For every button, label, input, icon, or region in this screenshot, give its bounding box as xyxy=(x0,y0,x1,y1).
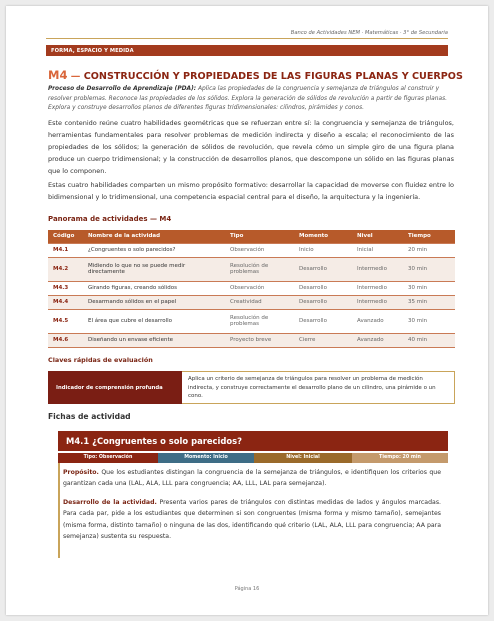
pda-text: Aplica las propiedades de la congruencia y semejanza de triángulos al construir y resolver problemas. Reconoce las propiedades de los sólidos. Explora la generación de sólidos de revolución a partir de figuras planas. Explora y construye desarrollos planos de diferentes figuras tridimensionales: cilindros, pirámides y conos. xyxy=(48,86,448,112)
activity-card-title: M4.1 ¿Congruentes o solo parecidos? xyxy=(58,431,448,451)
table-row xyxy=(48,309,455,333)
document-page xyxy=(6,6,488,615)
cell-time: 30 min xyxy=(403,257,455,281)
col-header: Momento xyxy=(294,230,352,243)
section-band: FORMA, ESPACIO Y MEDIDA xyxy=(46,45,448,56)
cell-time: 30 min xyxy=(403,281,455,295)
col-header: Nombre de la actividad xyxy=(83,230,225,243)
fichas-heading: Fichas de actividad xyxy=(48,412,131,421)
cell-moment: Cierre xyxy=(294,333,352,347)
cell-code: M4.6 xyxy=(48,333,83,347)
cell-name: Girando figuras, creando sólidos xyxy=(83,281,225,295)
title-code: M4 xyxy=(48,68,68,82)
claves-heading: Claves rápidas de evaluación xyxy=(48,356,153,364)
cell-type: Proyecto breve xyxy=(225,333,294,347)
pda-label: Proceso de Desarrollo de Aprendizaje (PDA): xyxy=(48,86,197,92)
cell-time: 35 min xyxy=(403,295,455,309)
desarrollo-label: Desarrollo de la actividad. xyxy=(63,499,157,506)
cell-moment: Inicio xyxy=(294,243,352,257)
cell-code: M4.4 xyxy=(48,295,83,309)
table-row xyxy=(48,281,455,295)
proposito-label: Propósito. xyxy=(63,469,99,476)
title-text: CONSTRUCCIÓN Y PROPIEDADES DE LAS FIGURAS PLANAS Y CUERPOS xyxy=(83,71,463,82)
meta-tipo: Tipo: Observación xyxy=(58,453,158,463)
cell-name: ¿Congruentes o solo parecidos? xyxy=(83,243,225,257)
cell-time: 30 min xyxy=(403,309,455,333)
cell-name: El área que cubre el desarrollo xyxy=(83,309,225,333)
intro-paragraph-1: Este contenido reúne cuatro habilidades geométricas que se refuerzan entre sí: la congruencia y semejanza de triángulos, herramientas fundamentales para resolver problemas de medición indirecta y diseño a escala; el reconocimiento de las propiedades de los sólidos; la generación de sólidos de revolución, que revela cómo un simple giro de una figura plana produce un cuerpo tridimensional; y la construcción de desarrollos planos, que descompone un sólido en las figuras planas que lo componen. xyxy=(48,119,454,175)
meta-tiempo: Tiempo: 20 min xyxy=(352,453,448,463)
page-number: Página 16 xyxy=(234,586,260,592)
claves-label: Indicador de comprensión profunda xyxy=(48,371,182,404)
cell-level: Avanzado xyxy=(352,309,403,333)
cell-level: Intermedio xyxy=(352,281,403,295)
pda-paragraph xyxy=(48,85,456,114)
col-header: Código xyxy=(48,230,83,243)
table-row xyxy=(48,257,455,281)
cell-type: Resolución de problemas xyxy=(225,309,294,333)
proposito-paragraph xyxy=(63,467,441,490)
col-header: Tipo xyxy=(225,230,294,243)
cell-type: Resolución de problemas xyxy=(225,257,294,281)
cell-code: M4.3 xyxy=(48,281,83,295)
cell-code: M4.1 xyxy=(48,243,83,257)
cell-moment: Desarrollo xyxy=(294,295,352,309)
col-header: Tiempo xyxy=(403,230,455,243)
title-dash: — xyxy=(70,71,81,82)
cell-name: Diseñando un envase eficiente xyxy=(83,333,225,347)
cell-moment: Desarrollo xyxy=(294,281,352,295)
panorama-heading: Panorama de actividades — M4 xyxy=(48,215,172,223)
proposito-text: Que los estudiantes distingan la congruencia de la semejanza de triángulos, e identifiquen los criterios que garantizan cada una (LAL, ALA, LLL para congruencia; AA, LLL, LAL para semejanza). xyxy=(63,469,441,488)
cell-type: Creatividad xyxy=(225,295,294,309)
cell-level: Intermedio xyxy=(352,257,403,281)
meta-nivel: Nivel: Inicial xyxy=(254,453,352,463)
cell-type: Observación xyxy=(225,243,294,257)
cell-level: Intermedio xyxy=(352,295,403,309)
running-header: Banco de Actividades NEM · Matemáticas · 3° de Secundaria xyxy=(290,30,448,36)
header-rule xyxy=(46,38,448,39)
claves-text: Aplica un criterio de semejanza de triángulos para resolver un problema de medición indirecta, y construye correctamente el desarrollo plano de un cilindro, una pirámide o un cono. xyxy=(182,371,455,404)
cell-level: Avanzado xyxy=(352,333,403,347)
cell-type: Observación xyxy=(225,281,294,295)
col-header: Nivel xyxy=(352,230,403,243)
page-title xyxy=(48,68,468,82)
cell-code: M4.2 xyxy=(48,257,83,281)
intro-paragraph-2: Estas cuatro habilidades comparten un mismo propósito formativo: desarrollar la capacidad de moverse con fluidez entre lo bidimensional y lo tridimensional, una competencia espacial central para el diseño, la arquitectura y la ingeniería. xyxy=(48,181,454,201)
cell-code: M4.5 xyxy=(48,309,83,333)
desarrollo-text: Presenta varios pares de triángulos con distintas medidas de lados y ángulos marcadas. Para cada par, pide a los estudiantes que determinen si son congruentes (misma forma y mismo tamaño), semejantes (misma forma, distinto tamaño) o ninguna de las dos, identificando qué criterio (LAL, ALA, LLL para congruencia; AA para semejanza) sustenta su respuesta. xyxy=(63,499,442,541)
cell-time: 40 min xyxy=(403,333,455,347)
cell-level: Inicial xyxy=(352,243,403,257)
activity-card-meta xyxy=(58,453,448,463)
table-header-row xyxy=(48,230,455,243)
desarrollo-paragraph xyxy=(63,497,441,543)
table-row xyxy=(48,295,455,309)
cell-moment: Desarrollo xyxy=(294,257,352,281)
cell-name: Desarmando sólidos en el papel xyxy=(83,295,225,309)
cell-name: Midiendo lo que no se puede medir directamente xyxy=(83,257,225,281)
table-row xyxy=(48,333,455,347)
activities-table xyxy=(48,230,455,348)
cell-moment: Desarrollo xyxy=(294,309,352,333)
cell-time: 20 min xyxy=(403,243,455,257)
table-row xyxy=(48,243,455,257)
meta-momento: Momento: Inicio xyxy=(158,453,254,463)
claves-box xyxy=(48,371,455,404)
